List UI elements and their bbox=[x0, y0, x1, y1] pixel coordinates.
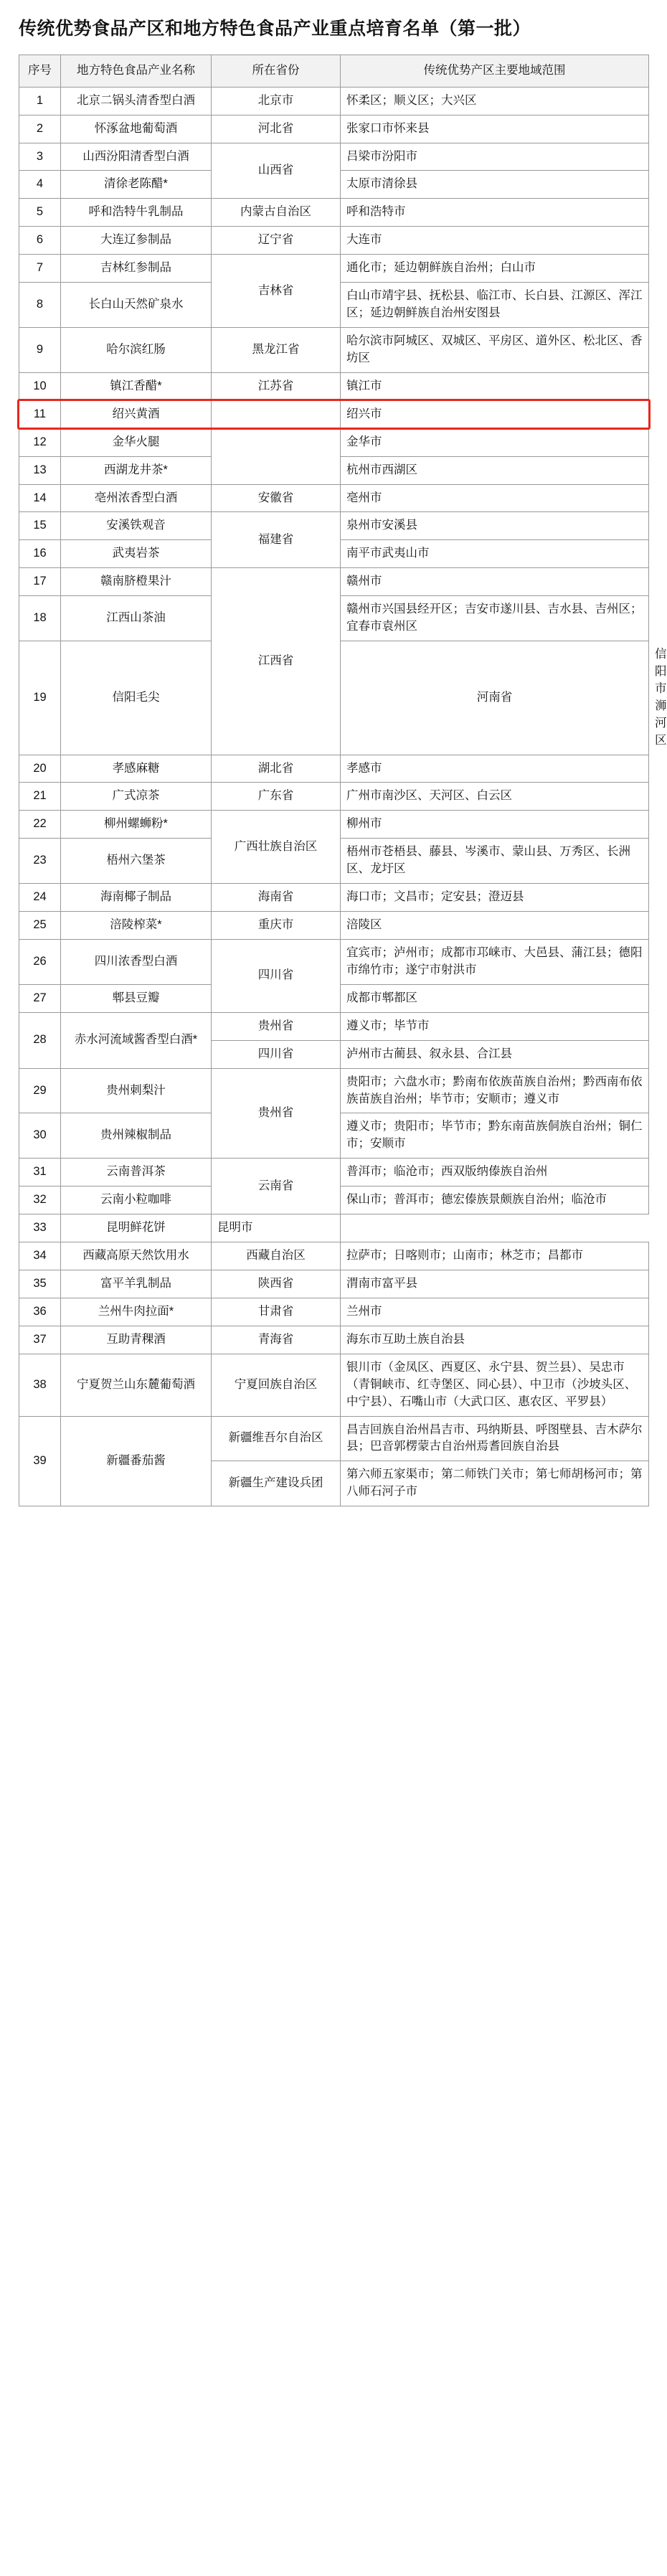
column-header-name: 地方特色食品产业名称 bbox=[61, 55, 212, 87]
cell-province: 江苏省 bbox=[212, 372, 341, 400]
cell-industry-name: 镇江香醋* bbox=[61, 372, 212, 400]
cell-region: 遵义市；毕节市 bbox=[341, 1012, 649, 1040]
cell-region: 第六师五家渠市；第二师铁门关市；第七师胡杨河市；第八师石河子市 bbox=[341, 1461, 649, 1506]
cell-region: 怀柔区；顺义区；大兴区 bbox=[341, 87, 649, 115]
cell-province: 河南省 bbox=[341, 641, 649, 755]
table-row bbox=[19, 372, 649, 400]
cell-region: 赣州市兴国县经开区；吉安市遂川县、吉水县、吉州区；宜春市袁州区 bbox=[341, 596, 649, 641]
cell-industry-name: 呼和浩特牛乳制品 bbox=[61, 199, 212, 227]
cell-province: 甘肃省 bbox=[212, 1298, 341, 1326]
cell-region: 柳州市 bbox=[341, 811, 649, 839]
cell-industry-name: 大连辽参制品 bbox=[61, 227, 212, 255]
cell-region: 镇江市 bbox=[341, 372, 649, 400]
cell-province: 贵州省 bbox=[212, 1068, 341, 1159]
cell-serial-number: 8 bbox=[19, 283, 61, 328]
table-row bbox=[19, 1354, 649, 1416]
cell-industry-name: 富平羊乳制品 bbox=[61, 1270, 212, 1298]
cell-region: 遵义市；贵阳市；毕节市；黔东南苗族侗族自治州；铜仁市；安顺市 bbox=[341, 1113, 649, 1159]
cell-industry-name: 信阳毛尖 bbox=[61, 641, 212, 755]
cell-serial-number: 5 bbox=[19, 199, 61, 227]
cell-region: 太原市清徐县 bbox=[341, 171, 649, 199]
table-row bbox=[19, 143, 649, 171]
cell-province: 福建省 bbox=[212, 512, 341, 568]
cell-region: 昆明市 bbox=[212, 1214, 341, 1242]
cell-industry-name: 云南普洱茶 bbox=[61, 1159, 212, 1186]
cell-region: 广州市南沙区、天河区、白云区 bbox=[341, 783, 649, 811]
cell-serial-number: 35 bbox=[19, 1270, 61, 1298]
cell-serial-number: 25 bbox=[19, 912, 61, 940]
table-row bbox=[19, 1242, 649, 1270]
table-row bbox=[19, 1068, 649, 1113]
cell-industry-name: 兰州牛肉拉面* bbox=[61, 1298, 212, 1326]
cell-province: 黑龙江省 bbox=[212, 327, 341, 372]
cell-region: 银川市（金凤区、西夏区、永宁县、贺兰县）、吴忠市（青铜峡市、红寺堡区、同心县）、中卫市（沙坡头区、中宁县）、石嘴山市（大武口区、惠农区、平罗县） bbox=[341, 1354, 649, 1416]
cell-region: 海东市互助土族自治县 bbox=[341, 1326, 649, 1354]
table-row bbox=[19, 1326, 649, 1354]
cell-province: 四川省 bbox=[212, 940, 341, 1013]
cell-industry-name: 长白山天然矿泉水 bbox=[61, 283, 212, 328]
cell-region: 通化市；延边朝鲜族自治州；白山市 bbox=[341, 255, 649, 283]
cell-region: 杭州市西湖区 bbox=[341, 456, 649, 484]
cell-serial-number: 36 bbox=[19, 1298, 61, 1326]
cell-province: 西藏自治区 bbox=[212, 1242, 341, 1270]
table-body bbox=[19, 87, 667, 1506]
cell-region: 金华市 bbox=[341, 428, 649, 456]
cell-region: 吕梁市汾阳市 bbox=[341, 143, 649, 171]
cell-industry-name: 怀涿盆地葡萄酒 bbox=[61, 115, 212, 143]
cell-serial-number: 30 bbox=[19, 1113, 61, 1159]
cell-serial-number: 24 bbox=[19, 884, 61, 912]
cell-industry-name: 江西山茶油 bbox=[61, 596, 212, 641]
cell-industry-name: 赤水河流域酱香型白酒* bbox=[61, 1012, 212, 1068]
cell-serial-number: 17 bbox=[19, 568, 61, 596]
column-header-province: 所在省份 bbox=[212, 55, 341, 87]
cell-serial-number: 2 bbox=[19, 115, 61, 143]
table-row bbox=[19, 811, 649, 839]
cell-industry-name: 宁夏贺兰山东麓葡萄酒 bbox=[61, 1354, 212, 1416]
table-row bbox=[19, 755, 649, 783]
cell-province: 辽宁省 bbox=[212, 227, 341, 255]
table-row bbox=[19, 255, 649, 283]
table-row bbox=[19, 912, 649, 940]
cell-province: 陕西省 bbox=[212, 1270, 341, 1298]
cell-industry-name: 金华火腿 bbox=[61, 428, 212, 456]
cell-serial-number: 33 bbox=[19, 1214, 61, 1242]
cell-serial-number: 31 bbox=[19, 1159, 61, 1186]
cell-serial-number: 12 bbox=[19, 428, 61, 456]
cell-region: 兰州市 bbox=[341, 1298, 649, 1326]
table-header-row bbox=[19, 55, 649, 87]
cell-industry-name: 柳州螺蛳粉* bbox=[61, 811, 212, 839]
cell-province: 广东省 bbox=[212, 783, 341, 811]
cell-region: 梧州市苍梧县、藤县、岑溪市、蒙山县、万秀区、长洲区、龙圩区 bbox=[341, 839, 649, 884]
cell-province: 北京市 bbox=[212, 87, 341, 115]
cell-region: 贵阳市；六盘水市；黔南布依族苗族自治州；黔西南布依族苗族自治州；毕节市；安顺市；遵义市 bbox=[341, 1068, 649, 1113]
cell-industry-name: 吉林红参制品 bbox=[61, 255, 212, 283]
cell-province: 江西省 bbox=[212, 568, 341, 755]
cell-serial-number: 6 bbox=[19, 227, 61, 255]
cell-province: 贵州省 bbox=[212, 1012, 341, 1040]
cell-region: 拉萨市；日喀则市；山南市；林芝市；昌都市 bbox=[341, 1242, 649, 1270]
cell-region: 保山市；普洱市；德宏傣族景颇族自治州；临沧市 bbox=[341, 1186, 649, 1214]
cell-industry-name: 海南椰子制品 bbox=[61, 884, 212, 912]
cell-industry-name: 云南小粒咖啡 bbox=[61, 1186, 212, 1214]
cell-province: 重庆市 bbox=[212, 912, 341, 940]
page-title: 传统优势食品产区和地方特色食品产业重点培育名单（第一批） bbox=[19, 19, 531, 39]
cell-province: 新疆维吾尔自治区 bbox=[212, 1416, 341, 1461]
food-industry-table bbox=[19, 55, 667, 1506]
table-row bbox=[19, 1159, 649, 1186]
cell-region: 成都市郫都区 bbox=[341, 984, 649, 1012]
cell-region: 白山市靖宇县、抚松县、临江市、长白县、江源区、浑江区；延边朝鲜族自治州安图县 bbox=[341, 283, 649, 328]
cell-region: 普洱市；临沧市；西双版纳傣族自治州 bbox=[341, 1159, 649, 1186]
column-header-region: 传统优势产区主要地域范围 bbox=[341, 55, 649, 87]
table-row bbox=[19, 1012, 649, 1040]
cell-province: 安徽省 bbox=[212, 484, 341, 512]
cell-industry-name: 北京二锅头清香型白酒 bbox=[61, 87, 212, 115]
table-row bbox=[19, 484, 649, 512]
table-wrapper bbox=[19, 55, 667, 1506]
cell-region: 泉州市安溪县 bbox=[341, 512, 649, 540]
cell-serial-number: 37 bbox=[19, 1326, 61, 1354]
cell-industry-name: 哈尔滨红肠 bbox=[61, 327, 212, 372]
cell-industry-name: 贵州刺梨汁 bbox=[61, 1068, 212, 1113]
cell-province: 四川省 bbox=[212, 1040, 341, 1068]
cell-serial-number: 39 bbox=[19, 1416, 61, 1506]
cell-region: 南平市武夷山市 bbox=[341, 540, 649, 568]
cell-industry-name: 梧州六堡茶 bbox=[61, 839, 212, 884]
cell-serial-number: 34 bbox=[19, 1242, 61, 1270]
cell-region: 张家口市怀来县 bbox=[341, 115, 649, 143]
cell-industry-name: 广式凉茶 bbox=[61, 783, 212, 811]
cell-serial-number: 16 bbox=[19, 540, 61, 568]
cell-region: 孝感市 bbox=[341, 755, 649, 783]
cell-province: 青海省 bbox=[212, 1326, 341, 1354]
table-row bbox=[19, 327, 649, 372]
table-row bbox=[19, 568, 649, 596]
table-row bbox=[19, 940, 649, 985]
cell-region: 海口市；文昌市；定安县；澄迈县 bbox=[341, 884, 649, 912]
cell-province: 广西壮族自治区 bbox=[212, 811, 341, 884]
cell-serial-number: 7 bbox=[19, 255, 61, 283]
cell-serial-number: 10 bbox=[19, 372, 61, 400]
cell-province bbox=[212, 400, 341, 484]
cell-industry-name: 四川浓香型白酒 bbox=[61, 940, 212, 985]
cell-industry-name: 西藏高原天然饮用水 bbox=[61, 1242, 212, 1270]
table-row bbox=[19, 227, 649, 255]
cell-industry-name: 涪陵榨菜* bbox=[61, 912, 212, 940]
table-row bbox=[19, 512, 649, 540]
cell-serial-number: 20 bbox=[19, 755, 61, 783]
cell-industry-name: 安溪铁观音 bbox=[61, 512, 212, 540]
cell-industry-name: 贵州辣椒制品 bbox=[61, 1113, 212, 1159]
cell-serial-number: 18 bbox=[19, 596, 61, 641]
cell-serial-number: 38 bbox=[19, 1354, 61, 1416]
cell-industry-name: 郫县豆瓣 bbox=[61, 984, 212, 1012]
cell-industry-name: 亳州浓香型白酒 bbox=[61, 484, 212, 512]
cell-region: 绍兴市 bbox=[341, 400, 649, 428]
cell-region: 哈尔滨市阿城区、双城区、平房区、道外区、松北区、香坊区 bbox=[341, 327, 649, 372]
cell-serial-number: 1 bbox=[19, 87, 61, 115]
cell-serial-number: 27 bbox=[19, 984, 61, 1012]
cell-industry-name: 清徐老陈醋* bbox=[61, 171, 212, 199]
table-row: 19 信阳毛尖 河南省 信阳市浉河区 bbox=[19, 641, 649, 755]
cell-industry-name: 孝感麻糖 bbox=[61, 755, 212, 783]
cell-industry-name: 绍兴黄酒 bbox=[61, 400, 212, 428]
cell-province: 山西省 bbox=[212, 143, 341, 199]
cell-region: 泸州市古蔺县、叙永县、合江县 bbox=[341, 1040, 649, 1068]
cell-region: 渭南市富平县 bbox=[341, 1270, 649, 1298]
cell-serial-number: 32 bbox=[19, 1186, 61, 1214]
cell-serial-number: 22 bbox=[19, 811, 61, 839]
cell-serial-number: 29 bbox=[19, 1068, 61, 1113]
cell-industry-name: 西湖龙井茶* bbox=[61, 456, 212, 484]
cell-industry-name: 新疆番茄酱 bbox=[61, 1416, 212, 1506]
cell-region: 昌吉回族自治州昌吉市、玛纳斯县、呼图壁县、吉木萨尔县；巴音郭楞蒙古自治州焉耆回族自治县 bbox=[341, 1416, 649, 1461]
cell-serial-number: 15 bbox=[19, 512, 61, 540]
table-row bbox=[19, 1214, 649, 1242]
cell-province: 河北省 bbox=[212, 115, 341, 143]
cell-serial-number: 28 bbox=[19, 1012, 61, 1068]
table-row bbox=[19, 783, 649, 811]
cell-serial-number: 3 bbox=[19, 143, 61, 171]
cell-province: 内蒙古自治区 bbox=[212, 199, 341, 227]
cell-industry-name: 武夷岩茶 bbox=[61, 540, 212, 568]
cell-region: 亳州市 bbox=[341, 484, 649, 512]
cell-serial-number: 11 bbox=[19, 400, 61, 428]
table-row bbox=[19, 87, 649, 115]
cell-region: 大连市 bbox=[341, 227, 649, 255]
cell-region: 宜宾市；泸州市；成都市邛崃市、大邑县、蒲江县；德阳市绵竹市；遂宁市射洪市 bbox=[341, 940, 649, 985]
table-row bbox=[19, 199, 649, 227]
cell-industry-name: 互助青稞酒 bbox=[61, 1326, 212, 1354]
cell-serial-number: 26 bbox=[19, 940, 61, 985]
cell-province: 云南省 bbox=[212, 1159, 341, 1214]
cell-serial-number: 21 bbox=[19, 783, 61, 811]
table-row bbox=[19, 1298, 649, 1326]
cell-industry-name: 赣南脐橙果汁 bbox=[61, 568, 212, 596]
cell-province: 湖北省 bbox=[212, 755, 341, 783]
table-row bbox=[19, 115, 649, 143]
cell-serial-number: 19 bbox=[19, 641, 61, 755]
cell-industry-name: 山西汾阳清香型白酒 bbox=[61, 143, 212, 171]
table-row bbox=[19, 884, 649, 912]
cell-serial-number: 13 bbox=[19, 456, 61, 484]
cell-province: 海南省 bbox=[212, 884, 341, 912]
table-row bbox=[19, 1416, 649, 1461]
table-row bbox=[19, 1270, 649, 1298]
cell-region: 涪陵区 bbox=[341, 912, 649, 940]
cell-serial-number: 14 bbox=[19, 484, 61, 512]
cell-industry-name: 昆明鲜花饼 bbox=[61, 1214, 212, 1242]
table-head bbox=[19, 55, 649, 87]
cell-province: 吉林省 bbox=[212, 255, 341, 328]
cell-region: 赣州市 bbox=[341, 568, 649, 596]
cell-serial-number: 9 bbox=[19, 327, 61, 372]
cell-serial-number: 4 bbox=[19, 171, 61, 199]
cell-serial-number: 23 bbox=[19, 839, 61, 884]
cell-province: 新疆生产建设兵团 bbox=[212, 1461, 341, 1506]
cell-province: 宁夏回族自治区 bbox=[212, 1354, 341, 1416]
column-header-no: 序号 bbox=[19, 55, 61, 87]
cell-region: 呼和浩特市 bbox=[341, 199, 649, 227]
table-row bbox=[19, 400, 649, 428]
